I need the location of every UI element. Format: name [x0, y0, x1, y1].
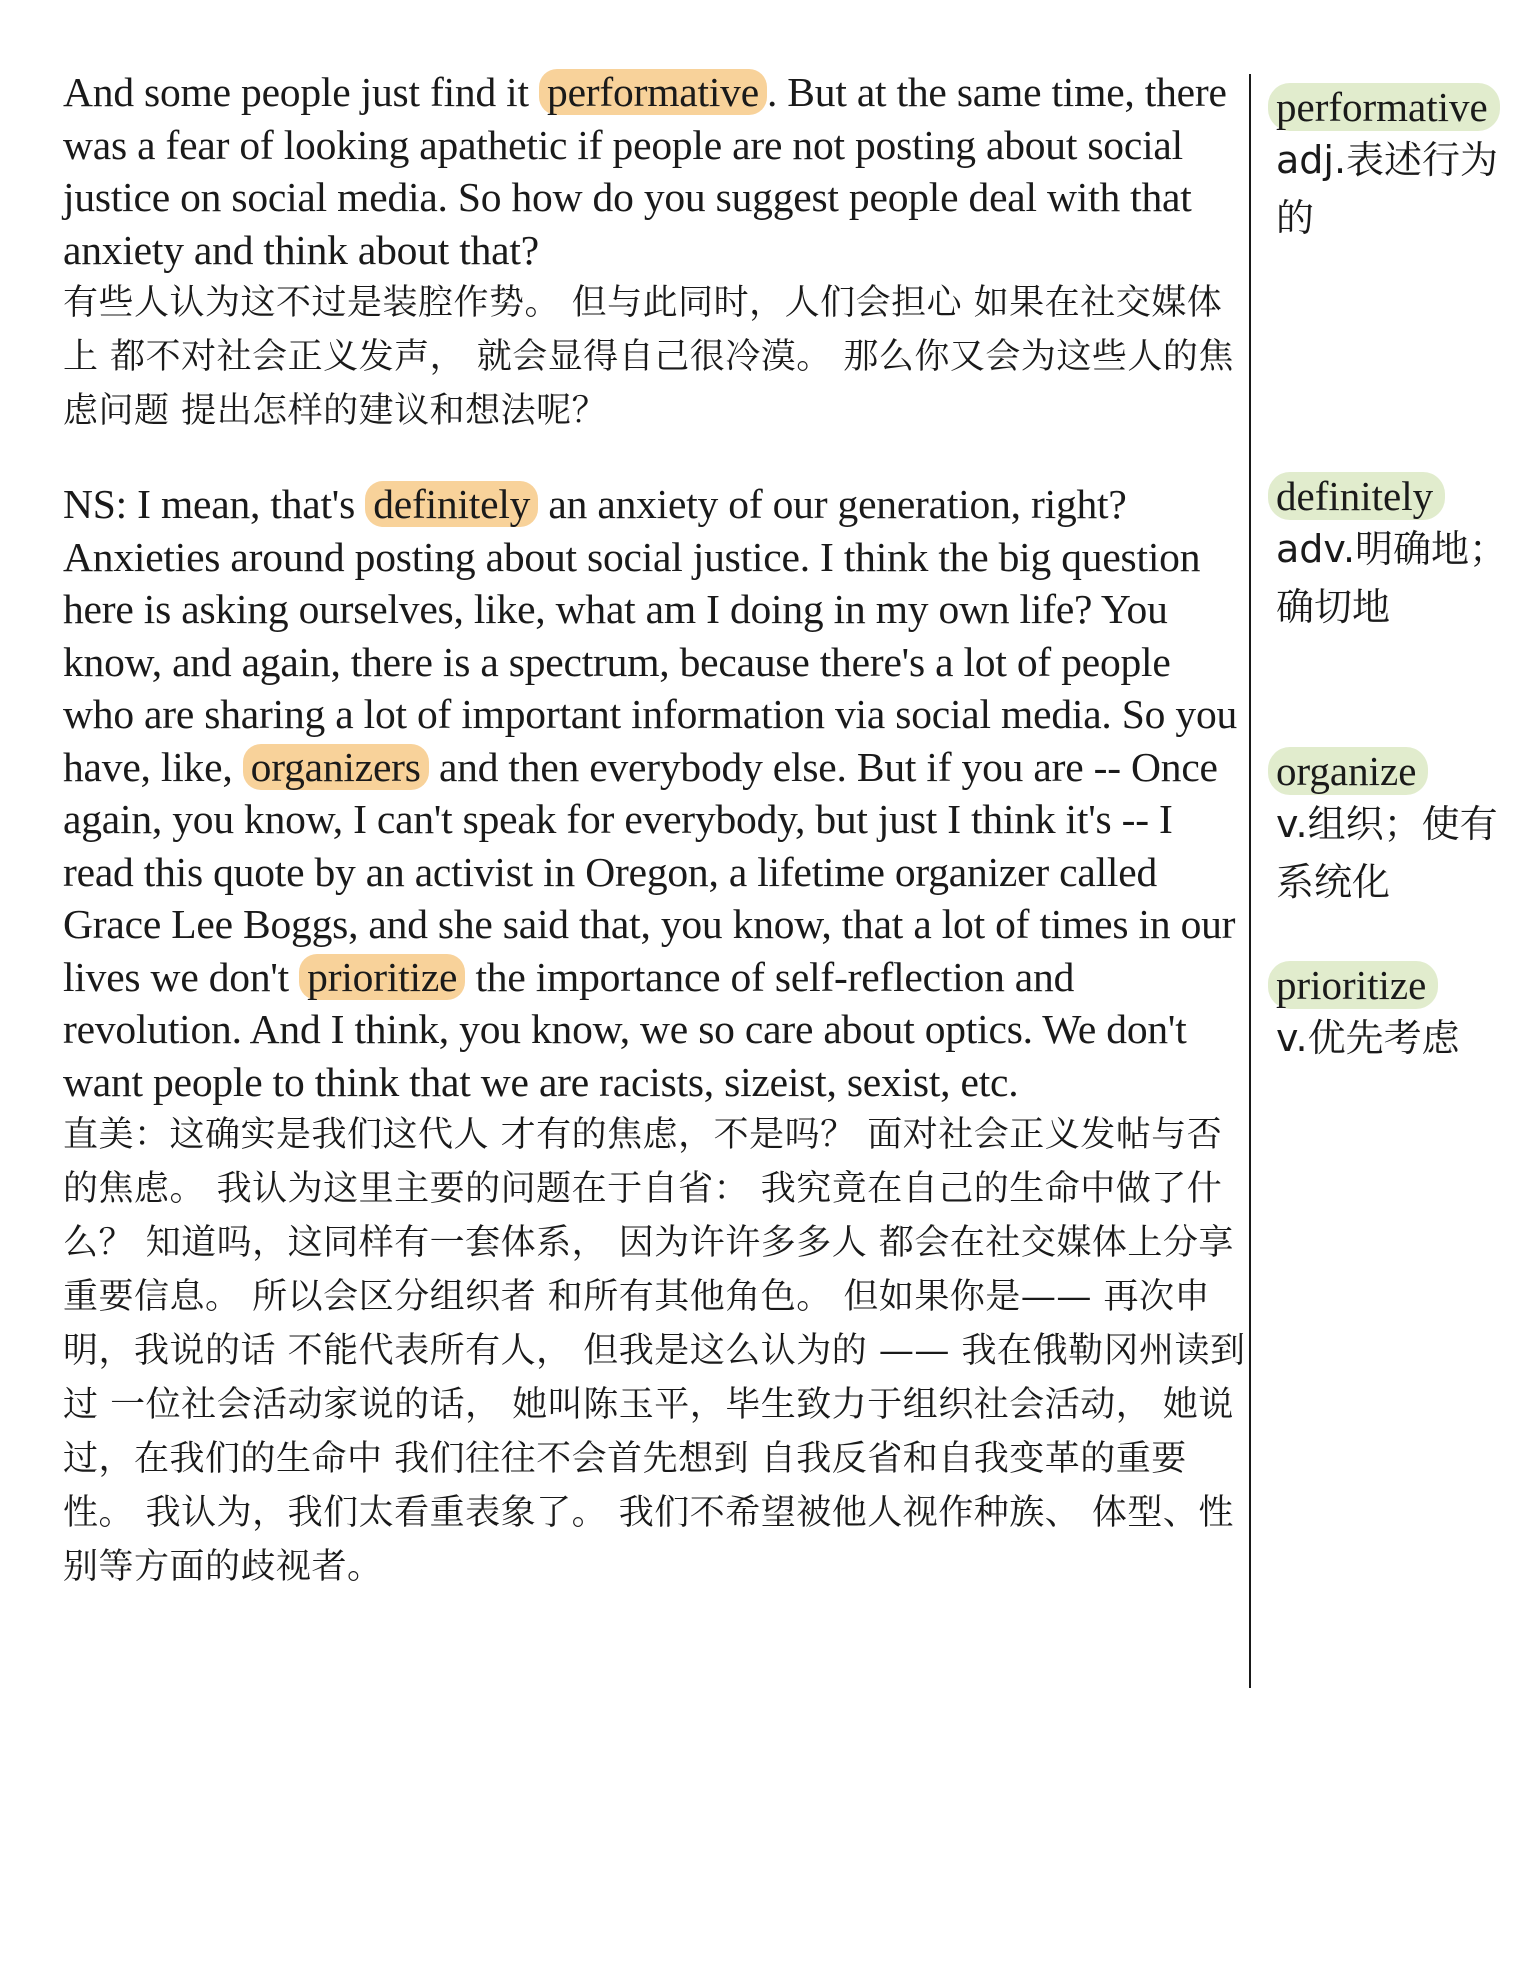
- glossary-definition: v.组织；使有系统化: [1276, 802, 1498, 904]
- highlight-organizers[interactable]: organizers: [243, 744, 429, 790]
- highlight-performative[interactable]: performative: [539, 69, 767, 115]
- text-segment: And some people just find it: [63, 69, 540, 115]
- glossary-entry: [1268, 961, 1528, 1067]
- paragraph-2: [63, 478, 1249, 1594]
- transcript-body: [63, 66, 1249, 1594]
- text-segment: an anxiety of our generation, right? Anxieties around posting about social justice. I think the big question here is asking ourselves, like, what am I doing in my own life? You know, and again, there is a spectrum, because there's a lot of people who are sharing a lot of important information via social media. So you have, like,: [63, 481, 1238, 790]
- glossary-word[interactable]: definitely: [1268, 472, 1445, 520]
- glossary-word[interactable]: prioritize: [1268, 961, 1438, 1009]
- glossary-divider: [1249, 74, 1251, 1688]
- text-segment: and then everybody else. But if you are -- Once again, you know, I can't speak for everybody, but just I think it's -- I read this quote by an activist in Oregon, a lifetime organizer called Grace Lee Boggs, and she said that, you know, that a lot of times in our lives we don't: [63, 743, 1236, 1000]
- paragraph-2-english: [63, 478, 1249, 1108]
- glossary-entry: [1268, 83, 1528, 247]
- glossary-word[interactable]: performative: [1268, 83, 1500, 131]
- glossary-definition: v.优先考虑: [1276, 1016, 1460, 1060]
- text-segment: the importance of self-reflection and revolution. And I think, you know, we so care about optics. We don't want people to think that we are racists, sizeist, sexist, etc.: [63, 953, 1187, 1105]
- paragraph-1-english: [63, 66, 1249, 276]
- paragraph-2-chinese: 直美：这确实是我们这代人 才有的焦虑，不是吗？ 面对社会正义发帖与否的焦虑。 我认为这里主要的问题在于自省： 我究竟在自己的生命中做了什么？ 知道吗，这同样有一套体系， 因为许许多多人 都会在社交媒体上分享重要信息。 所以会区分组织者 和所有其他角色。 但如果你是—— 再次申明，我说的话 不能代表所有人， 但我是这么认为的 —— 我在俄勒冈州读到过 一位社会活动家说的话， 她叫陈玉平，毕生致力于组织社会活动， 她说过，在我们的生命中 我们往往不会首先想到 自我反省和自我变革的重要性。 我认为，我们太看重表象了。 我们不希望被他人视作种族、 体型、性别等方面的歧视者。: [63, 1115, 1246, 1587]
- glossary-entry: [1268, 747, 1528, 911]
- highlight-prioritize[interactable]: prioritize: [299, 954, 465, 1000]
- highlight-definitely[interactable]: definitely: [365, 481, 538, 527]
- text-segment: NS: I mean, that's: [63, 481, 366, 527]
- glossary-word[interactable]: organize: [1268, 747, 1428, 795]
- paragraph-1-chinese: 有些人认为这不过是装腔作势。 但与此同时，人们会担心 如果在社交媒体上 都不对社会正义发声， 就会显得自己很冷漠。 那么你又会为这些人的焦虑问题 提出怎样的建议和想法呢？: [63, 283, 1234, 431]
- text-segment: . But at the same time, there was a fear of looking apathetic if people are not posting about social justice on social media. So how do you suggest people deal with that anxiety and think about that?: [63, 69, 1227, 273]
- glossary-entry: [1268, 472, 1528, 636]
- glossary-definition: adv.明确地；确切地: [1276, 527, 1508, 629]
- paragraph-1: [63, 66, 1249, 438]
- glossary-definition: adj.表述行为的: [1276, 138, 1499, 240]
